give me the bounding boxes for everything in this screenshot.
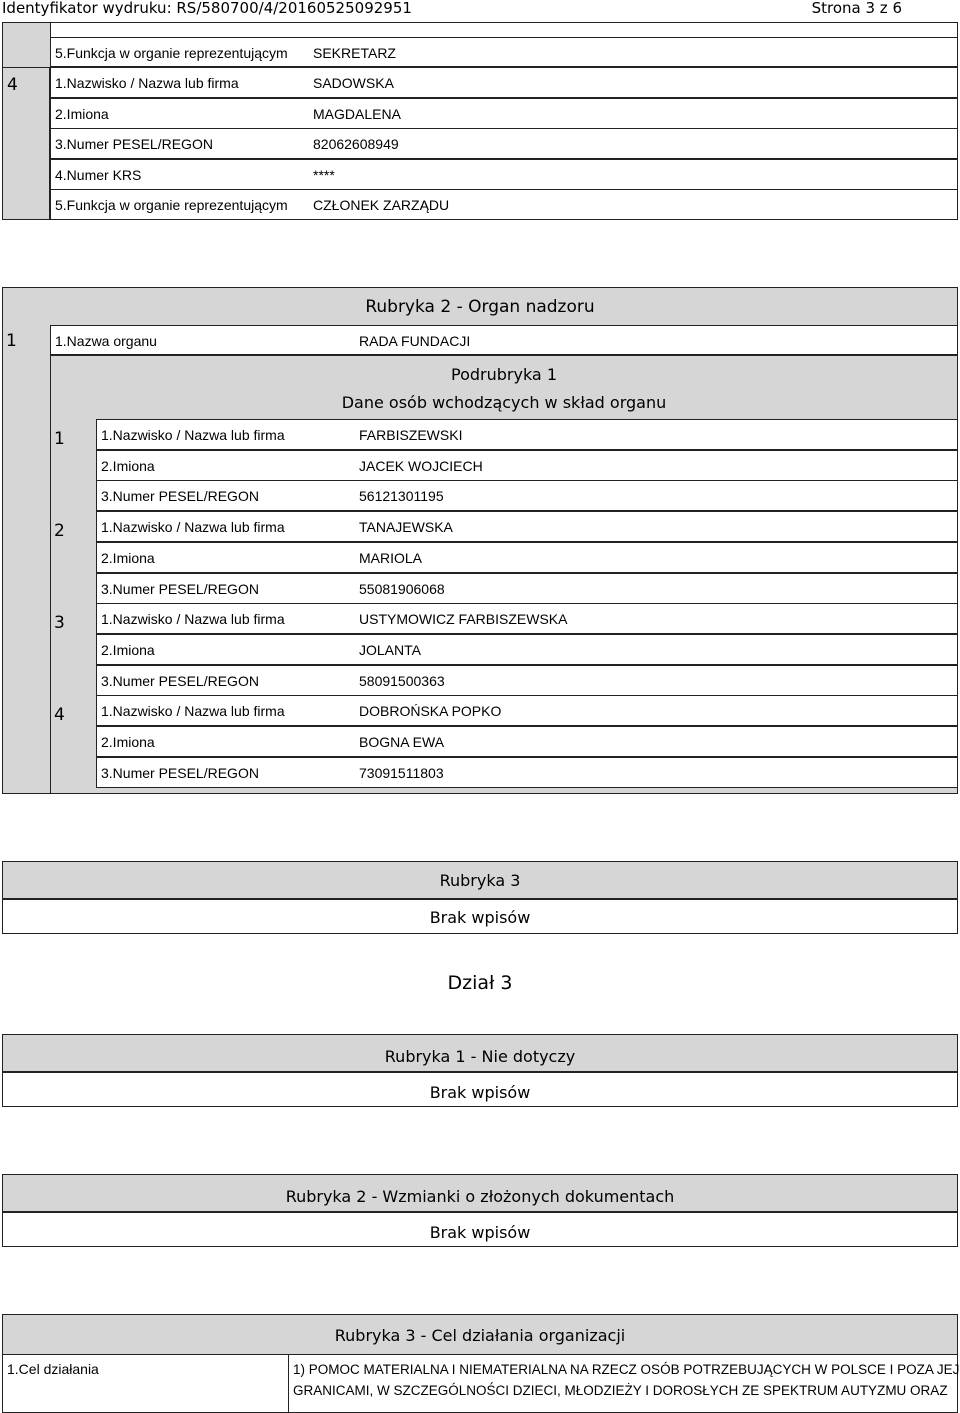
top-row-0 bbox=[50, 37, 958, 67]
field-value: JACEK WOJCIECH bbox=[359, 457, 483, 474]
d3-rubryka1-title: Rubryka 1 - Nie dotyczy bbox=[384, 1047, 576, 1066]
rubryka3-empty: Brak wpisów bbox=[429, 908, 531, 927]
podrubryka-title: Podrubryka 1 bbox=[451, 365, 557, 384]
member-number: 3 bbox=[54, 613, 65, 634]
field-label: 3.Numer PESEL/REGON bbox=[55, 136, 213, 153]
rubryka3-title: Rubryka 3 bbox=[439, 871, 521, 890]
d3-rubryka2-empty: Brak wpisów bbox=[429, 1223, 531, 1242]
member-row bbox=[96, 757, 958, 788]
person-number-cell bbox=[2, 67, 50, 220]
field-label: 2.Imiona bbox=[101, 549, 155, 566]
field-label: 2.Imiona bbox=[101, 734, 155, 750]
field-value: SEKRETARZ bbox=[313, 45, 396, 61]
field-value: 58091500363 bbox=[359, 672, 445, 689]
field-value: MAGDALENA bbox=[313, 105, 401, 122]
top-person-row bbox=[50, 128, 958, 159]
field-label: 1.Nazwisko / Nazwa lub firma bbox=[101, 611, 285, 628]
field-label: 4.Numer KRS bbox=[55, 166, 142, 183]
top-person-row bbox=[50, 67, 958, 98]
organ-label: 1.Nazwa organu bbox=[55, 333, 157, 349]
d3-rubryka2-body bbox=[2, 1212, 958, 1247]
field-label: 2.Imiona bbox=[55, 105, 109, 122]
organ-name-row bbox=[50, 325, 958, 355]
field-value: SADOWSKA bbox=[313, 75, 394, 91]
member-row bbox=[96, 634, 958, 665]
d3-rubryka2-title: Rubryka 2 - Wzmianki o złożonych dokumentach bbox=[285, 1187, 675, 1206]
field-value: JOLANTA bbox=[359, 641, 421, 658]
field-label: 2.Imiona bbox=[101, 457, 155, 474]
field-value: 56121301195 bbox=[359, 488, 444, 505]
field-label: 3.Numer PESEL/REGON bbox=[101, 488, 259, 505]
rubryka3-header bbox=[2, 861, 958, 899]
top-person-row bbox=[50, 98, 958, 129]
field-label: 5.Funkcja w organie reprezentującym bbox=[55, 197, 288, 214]
field-value: FARBISZEWSKI bbox=[359, 427, 463, 443]
field-label: 2.Imiona bbox=[101, 641, 155, 658]
cel-label: 1.Cel działania bbox=[7, 1361, 99, 1377]
field-label: 3.Numer PESEL/REGON bbox=[101, 580, 259, 597]
rubryka2-number: 1 bbox=[6, 331, 17, 351]
organ-value: RADA FUNDACJI bbox=[359, 333, 471, 349]
field-label: 1.Nazwisko / Nazwa lub firma bbox=[101, 519, 285, 536]
cel-label-cell bbox=[2, 1354, 290, 1413]
field-value: USTYMOWICZ FARBISZEWSKA bbox=[359, 611, 568, 628]
member-row bbox=[96, 450, 958, 481]
field-label: 1.Nazwisko / Nazwa lub firma bbox=[101, 427, 285, 443]
field-label: 1.Nazwisko / Nazwa lub firma bbox=[101, 703, 285, 720]
member-row bbox=[96, 573, 958, 604]
field-value: DOBROŃSKA POPKO bbox=[359, 703, 502, 720]
field-label: 5.Funkcja w organie reprezentującym bbox=[55, 45, 288, 61]
member-row bbox=[96, 480, 958, 511]
member-row bbox=[96, 695, 958, 726]
print-identifier: Identyfikator wydruku: RS/580700/4/20160525092951 bbox=[2, 0, 412, 17]
dzial3-title: Dział 3 bbox=[447, 972, 513, 994]
rubryka3-body bbox=[2, 899, 958, 934]
member-row bbox=[96, 542, 958, 573]
top-person-row bbox=[50, 189, 958, 220]
top-person-row bbox=[50, 159, 958, 190]
field-label: 1.Nazwisko / Nazwa lub firma bbox=[55, 75, 239, 91]
field-value: TANAJEWSKA bbox=[359, 519, 453, 536]
field-value: BOGNA EWA bbox=[359, 734, 445, 750]
member-row bbox=[96, 603, 958, 634]
rubryka2-title: Rubryka 2 - Organ nadzoru bbox=[365, 297, 595, 317]
d3-rubryka3-title: Rubryka 3 - Cel działania organizacji bbox=[334, 1326, 626, 1345]
field-value: 82062608949 bbox=[313, 136, 399, 153]
member-number: 1 bbox=[54, 429, 65, 449]
member-number: 4 bbox=[54, 705, 65, 726]
field-label: 3.Numer PESEL/REGON bbox=[101, 672, 259, 689]
cel-line-2: GRANICAMI, W SZCZEGÓLNOŚCI DZIECI, MŁODZIEŻY I DOROSŁYCH ZE SPEKTRUM AUTYZMU ORAZ bbox=[293, 1383, 948, 1398]
d3-rubryka1-body bbox=[2, 1072, 958, 1107]
podrubryka-subtitle: Dane osób wchodzących w skład organu bbox=[341, 393, 667, 412]
field-value: CZŁONEK ZARZĄDU bbox=[313, 197, 450, 214]
member-row bbox=[96, 419, 958, 450]
d3-rubryka1-header bbox=[2, 1034, 958, 1072]
page-number: Strona 3 z 6 bbox=[811, 0, 902, 17]
member-row bbox=[96, 665, 958, 696]
field-value: **** bbox=[313, 166, 335, 183]
person-number: 4 bbox=[7, 75, 18, 95]
field-value: 55081906068 bbox=[359, 580, 445, 597]
field-label: 3.Numer PESEL/REGON bbox=[101, 764, 259, 781]
cel-line-1: 1) POMOC MATERIALNA I NIEMATERIALNA NA RZECZ OSÓB POTRZEBUJĄCYCH W POLSCE I POZA JEJ bbox=[293, 1362, 960, 1377]
cel-value-cell bbox=[288, 1354, 958, 1413]
member-row bbox=[96, 511, 958, 542]
member-row bbox=[96, 726, 958, 757]
field-value: MARIOLA bbox=[359, 549, 423, 566]
field-value: 73091511803 bbox=[359, 764, 444, 781]
d3-rubryka2-header bbox=[2, 1174, 958, 1212]
d3-rubryka1-empty: Brak wpisów bbox=[429, 1083, 531, 1102]
member-number: 2 bbox=[54, 521, 65, 542]
